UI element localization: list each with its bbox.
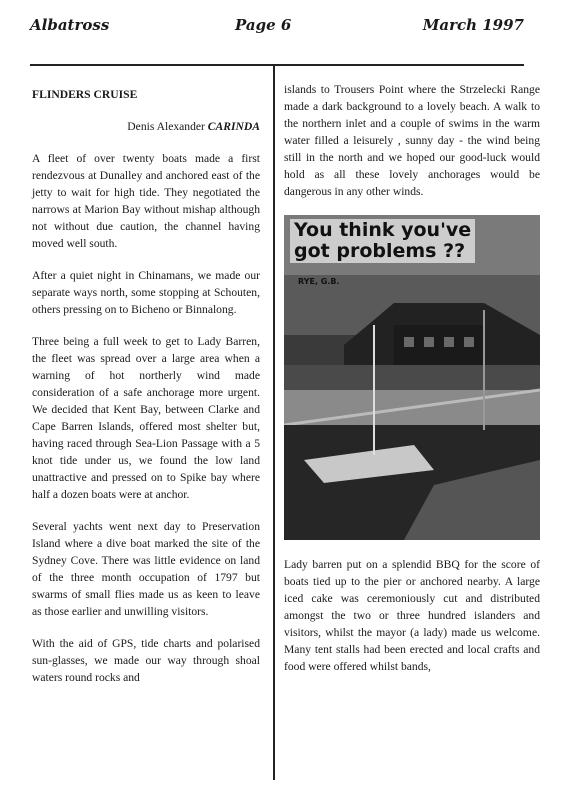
book-cover-photo xyxy=(284,215,540,540)
newsletter-name: Albatross xyxy=(30,16,110,34)
header-rule xyxy=(30,64,524,66)
author-name: Denis Alexander xyxy=(127,120,205,133)
paragraph: Several yachts went next day to Preservation Island where a dive boat marked the site of the Sydney Cove. There was little evidence on land of the three month occupation of 1797 but swarms of small flies made us as keen to leave as those earlier and unwilling visitors. xyxy=(32,520,260,618)
cover-author: RYE, G.B. xyxy=(298,277,340,286)
page-number: Page 6 xyxy=(235,16,292,34)
paragraph: After a quiet night in Chinamans, we made our separate ways north, some stopping at Schouten, others pressing on to Bicheno or Binnalong. xyxy=(32,269,260,316)
cover-title xyxy=(290,219,475,263)
paragraph: With the aid of GPS, tide charts and polarised sun-glasses, we made our way through shoal waters round rocks and xyxy=(32,637,260,684)
paragraph: Three being a full week to get to Lady Barren, the fleet was spread over a large area when a warning of hot northerly wind made consideration of a safe anchorage more urgent. We decided that Kent Bay, between Clarke and Cape Barren Islands, offered most shelter but, having raced through Sea-Lion Passage with a 5 knot tide under us, we found the low land unattractive and pressed on to Spike bay where half a dozen boats were at anchor. xyxy=(32,335,260,501)
boat-name: CARINDA xyxy=(207,120,260,133)
paragraph: Lady barren put on a splendid BBQ for the score of boats tied up to the pier or anchored nearby. A large iced cake was ceremoniously cut and distributed amongst the two or three hundred islanders and visitors, whilst the mayor (a lady) made us welcome. Many tent stalls had been erected and local crafts and food were offered whilst bands, xyxy=(284,558,540,673)
column-divider xyxy=(273,66,275,780)
right-column xyxy=(284,81,540,690)
issue-date: March 1997 xyxy=(422,16,524,34)
left-column xyxy=(32,86,260,701)
page-header xyxy=(30,12,524,42)
article-byline xyxy=(32,118,260,135)
harbour-photo-illustration xyxy=(284,215,540,540)
paragraph: A fleet of over twenty boats made a first rendezvous at Dunalley and anchored east of the jetty to wait for high tide. They negotiated the narrows at Marion Bay without mishap although not without due caution, the channel having moved well south. xyxy=(32,152,260,250)
paragraph: islands to Trousers Point where the Strzelecki Range made a dark background to a lovely beach. A walk to the northern inlet and a couple of swims in the warm water filled a leisurely , sunny day - the wind being still in the north and we hoped our good-luck would hold as all these lovely anchorages would be dangerous in any other winds. xyxy=(284,83,540,198)
article-title: FLINDERS CRUISE xyxy=(32,88,138,101)
cover-title-line: got problems ?? xyxy=(294,240,466,262)
cover-title-line: You think you've xyxy=(294,219,472,241)
